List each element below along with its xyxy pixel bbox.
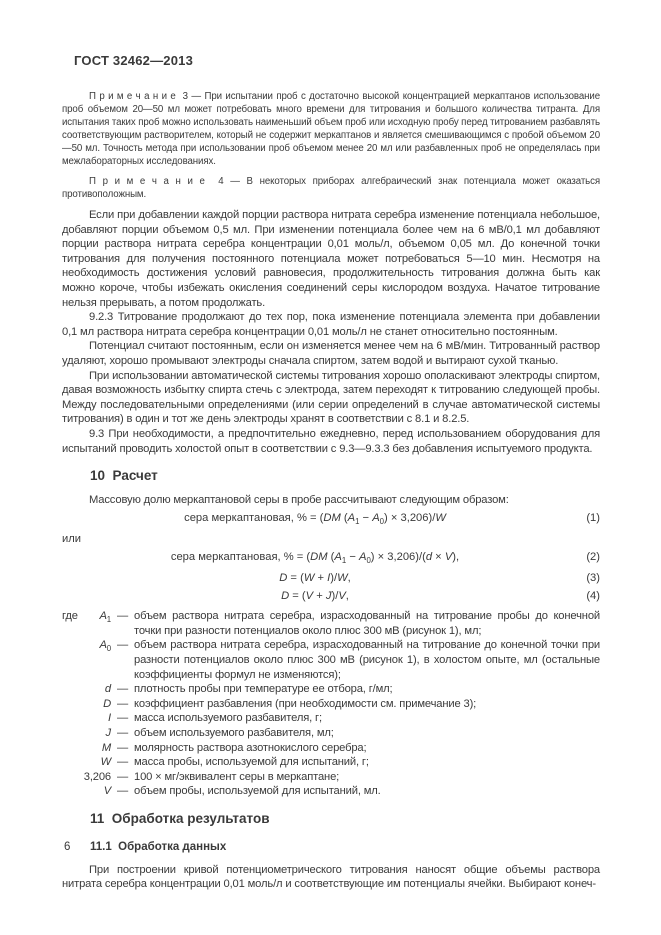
paragraph-9-3: 9.3 При необходимости, а предпочтительно ежедневно, перед использованием оборудования для испытаний проводить холостой опыт в соответствии с 9.3—9.3.3 без добавления испытуемого продукта. [62, 427, 600, 455]
paragraph-titration-portions: Если при добавлении каждой порции раствора нитрата серебра изменение потенциала небольшое, добавляют порции объемом 0,5 мл. При изменении потенциала более чем на 6 мВ/0,1 мл добавляют порции раствора нитрата серебра концентрации 0,01 моль/л, объемом 0,05 мл. До конечной точки титрования для получения постоянного потенциала может потребоваться 5—10 мин. Несмотря на необходимость достижения условий равновесия, продолжительность титрования должна быть как можно короче, чтобы избежать окисления соединений серы кислородом воздуха. Начатое титрование нельзя прерывать, а потом продолжать. [62, 209, 600, 309]
formula-4-number: (4) [586, 590, 600, 603]
formula-2 [62, 550, 600, 568]
definition-d-description: плотность пробы при температуре ее отбора, г/мл; [134, 683, 393, 696]
section-9-body [62, 208, 600, 456]
definition-j-description: объем используемого разбавителя, мл; [134, 726, 334, 739]
paragraph-automatic-system: При использовании автоматической системы титрования хорошо ополаскивают электроды спиртом, давая возможность избытку спирта стечь с электрода, затем переходят к титрованию следующей пробы. Между последовательными определениями (или серии определений в случае автоматической системы титрования) в один и тот же день электроды хранят в соответствии с 8.1 и 8.2.5. [62, 369, 600, 426]
formula-4-expression: D = (V + J)/V, [281, 590, 349, 603]
definition-m [62, 741, 600, 756]
definition-w-term: W [100, 756, 111, 769]
definition-j-dash: — [116, 726, 129, 739]
definition-a0-term: $A_0$ [99, 639, 111, 654]
paragraph-potential-constant: Потенциал считают постоянным, если он изменяется менее чем на 6 мВ/мин. Титрованный раствор удаляют, хорошо промывают электроды сначала спиртом, затем водой и вытирают сухой тканью. [62, 340, 600, 367]
note-4-label: П р и м е ч а н и е 4 — [89, 176, 247, 187]
definition-spacer [62, 697, 79, 712]
note-4 [62, 175, 600, 201]
definition-i [62, 711, 600, 726]
definition-a1-dash: — [116, 610, 129, 623]
definition-d-dash: — [116, 683, 129, 696]
definition-a0-dash: — [116, 639, 129, 652]
definition-dd-description: коэффициент разбавления (при необходимости см. примечание 3); [134, 697, 477, 710]
definition-spacer [62, 711, 79, 726]
note-4-text: В некоторых приборах алгебраический знак потенциала может оказаться противоположным. [62, 176, 601, 200]
definition-v-description: объем пробы, используемой для испытаний, мл. [134, 785, 381, 798]
definition-i-description: масса используемого разбавителя, г; [134, 712, 322, 725]
section-11-heading: 11 Обработка результатов [90, 810, 270, 826]
definition-i-term: I [108, 712, 111, 725]
formula-3 [62, 571, 600, 586]
section-10-heading: 10 Расчет [90, 468, 158, 484]
note-3-label: П р и м е ч а н и е 3 — [89, 91, 205, 102]
definition-v [62, 784, 600, 799]
definition-dd-term: D [103, 697, 111, 710]
definition-d-density [62, 682, 600, 697]
section-11-1-heading: 11.1 Обработка данных [90, 840, 227, 853]
document-number: ГОСТ 32462—2013 [74, 53, 193, 68]
formula-1-expression: сера меркаптановая, % = (DM $(A_1 - A_0) \times 3,206)/W$ [184, 511, 446, 526]
formula-4 [62, 589, 600, 604]
note-3 [62, 90, 600, 168]
definition-w-dash: — [116, 756, 129, 769]
formula-2-number: (2) [586, 550, 600, 563]
definition-j [62, 726, 600, 741]
page-number: 6 [64, 841, 71, 853]
definition-where-label: где [62, 610, 78, 623]
definition-a0-description: объем раствора нитрата серебра, израсходованный на титрование до конечной точки при разности потенциалов около плюс 300 мВ (рисунок 1), в холостом опыте, мл (остальные коэффициенты формул не изменяются); [134, 639, 600, 681]
definition-w [62, 755, 600, 770]
formula-3-expression: D = (W + I)/W, [279, 572, 351, 585]
definition-spacer [62, 726, 79, 741]
formula-3-number: (3) [586, 572, 600, 585]
formula-2-expression: сера меркаптановая, % = (DM $(A_1 - A_0) \times 3,206)/(d \times V)$, [170, 550, 460, 566]
definition-spacer [62, 741, 79, 756]
definition-a1-description: объем раствора нитрата серебра, израсходованный на титрование пробы до конечной точки при разности потенциалов около плюс 300 мВ (рисунок 1), мл; [134, 610, 600, 637]
paragraph-9-2-3: 9.2.3 Титрование продолжают до тех пор, пока изменение потенциала элемента при добавлении 0,1 мл раствора нитрата серебра концентрации 0,01 моль/л не станет относительно постоянным. [62, 311, 600, 338]
definition-d-dilution [62, 697, 600, 712]
formula-1 [62, 511, 600, 529]
definition-i-dash: — [116, 712, 129, 725]
formula-1-number: (1) [586, 511, 600, 524]
definition-dd-dash: — [116, 697, 129, 710]
definitions-list [62, 609, 600, 799]
definition-spacer [62, 755, 79, 770]
definition-a1 [62, 609, 600, 638]
definition-spacer [62, 682, 79, 697]
section-11-paragraph: При построении кривой потенциометрического титрования наносят общие объемы раствора нитрата серебра концентрации 0,01 моль/л и соответствующие им потенциалы ячейки. Выбирают конеч- [62, 863, 600, 891]
definition-v-term: V [103, 785, 111, 798]
definition-spacer [62, 784, 79, 799]
definition-w-description: масса пробы, используемой для испытаний, г; [134, 756, 369, 769]
definition-m-dash: — [116, 741, 129, 754]
or-label: или [62, 532, 82, 545]
definition-d-term: d [104, 683, 111, 696]
definition-m-term: M [101, 741, 111, 754]
definition-a0 [62, 638, 600, 682]
definition-m-description: молярность раствора азотнокислого серебра; [134, 741, 367, 754]
section-10-intro: Массовую долю меркаптановой серы в пробе рассчитывают следующим образом: [89, 494, 509, 507]
definition-3206-description: 100 × мг/эквивалент серы в меркаптане; [134, 770, 340, 783]
definition-spacer [62, 770, 79, 785]
note-3-text: При испытании проб с достаточно высокой концентрацией меркаптанов использование проб объемом 20—50 мл может потребовать много времени для титрования и большого количества титранта. Для испытания таких проб можно использовать наименьший объем проб или исходную пробу перед титрованием разбавлять соответствующим растворителем, который не содержит меркаптанов и является смешивающимся с пробой объемом 20—50 мл. Точность метода при использовании проб объемом менее 20 мл или разбавленных проб не определялась при межлабораторных исследованиях. [62, 91, 600, 167]
definition-j-term: J [105, 726, 111, 739]
definition-v-dash: — [116, 785, 129, 798]
definition-spacer [62, 638, 79, 682]
definition-a1-term: $A_1$ [99, 610, 111, 625]
definition-3206-dash: — [116, 770, 129, 783]
definition-3206-term: 3,206 [83, 770, 111, 783]
definition-3206 [62, 770, 600, 785]
